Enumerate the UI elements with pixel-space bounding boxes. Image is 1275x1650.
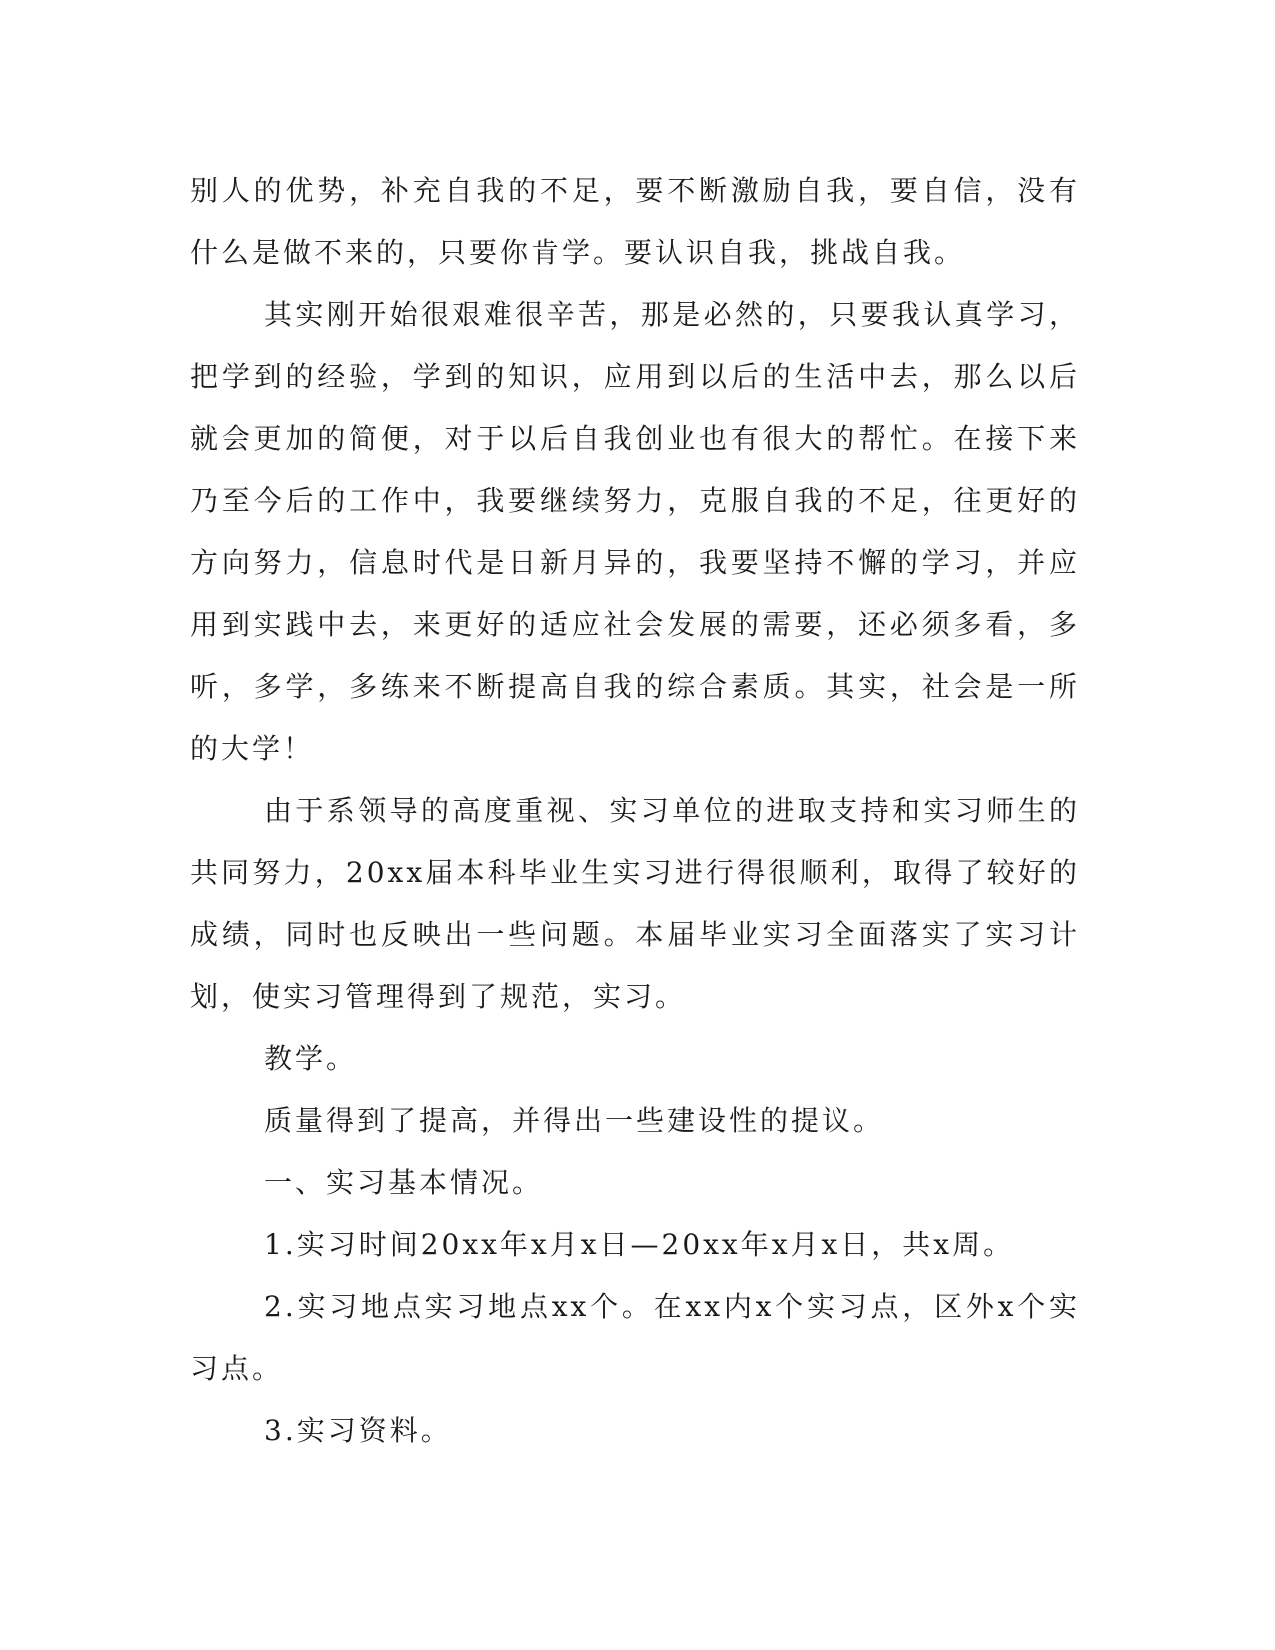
- list-item-materials: 3.实习资料。: [264, 1414, 452, 1447]
- list-item-time: 1.实习时间20xx年x月x日—20xx年x月x日，共x周。: [264, 1228, 1015, 1261]
- paragraph-4: 教学。: [264, 1042, 358, 1075]
- document-body: [190, 160, 1080, 1462]
- paragraph-5: 质量得到了提高，并得出一些建设性的提议。: [264, 1104, 885, 1137]
- list-item-location: 2.实习地点实习地点xx个。在xx内x个实习点，区外x个实习点。: [190, 1290, 1080, 1385]
- paragraph-3: 由于系领导的高度重视、实习单位的进取支持和实习师生的共同努力，20xx届本科毕业生实习进行得很顺利，取得了较好的成绩，同时也反映出一些问题。本届毕业实习全面落实了实习计划，使实习管理得到了规范，实习。: [190, 794, 1080, 1013]
- section-heading: 一、实习基本情况。: [264, 1166, 544, 1199]
- paragraph-2: 其实刚开始很艰难很辛苦，那是必然的，只要我认真学习，把学到的经验，学到的知识，应用到以后的生活中去，那么以后就会更加的简便，对于以后自我创业也有很大的帮忙。在接下来乃至今后的工作中，我要继续努力，克服自我的不足，往更好的方向努力，信息时代是日新月异的，我要坚持不懈的学习，并应用到实践中去，来更好的适应社会发展的需要，还必须多看，多听，多学，多练来不断提高自我的综合素质。其实，社会是一所的大学！: [190, 298, 1080, 765]
- paragraph-1: 别人的优势，补充自我的不足，要不断激励自我，要自信，没有什么是做不来的，只要你肯学。要认识自我，挑战自我。: [190, 174, 1080, 269]
